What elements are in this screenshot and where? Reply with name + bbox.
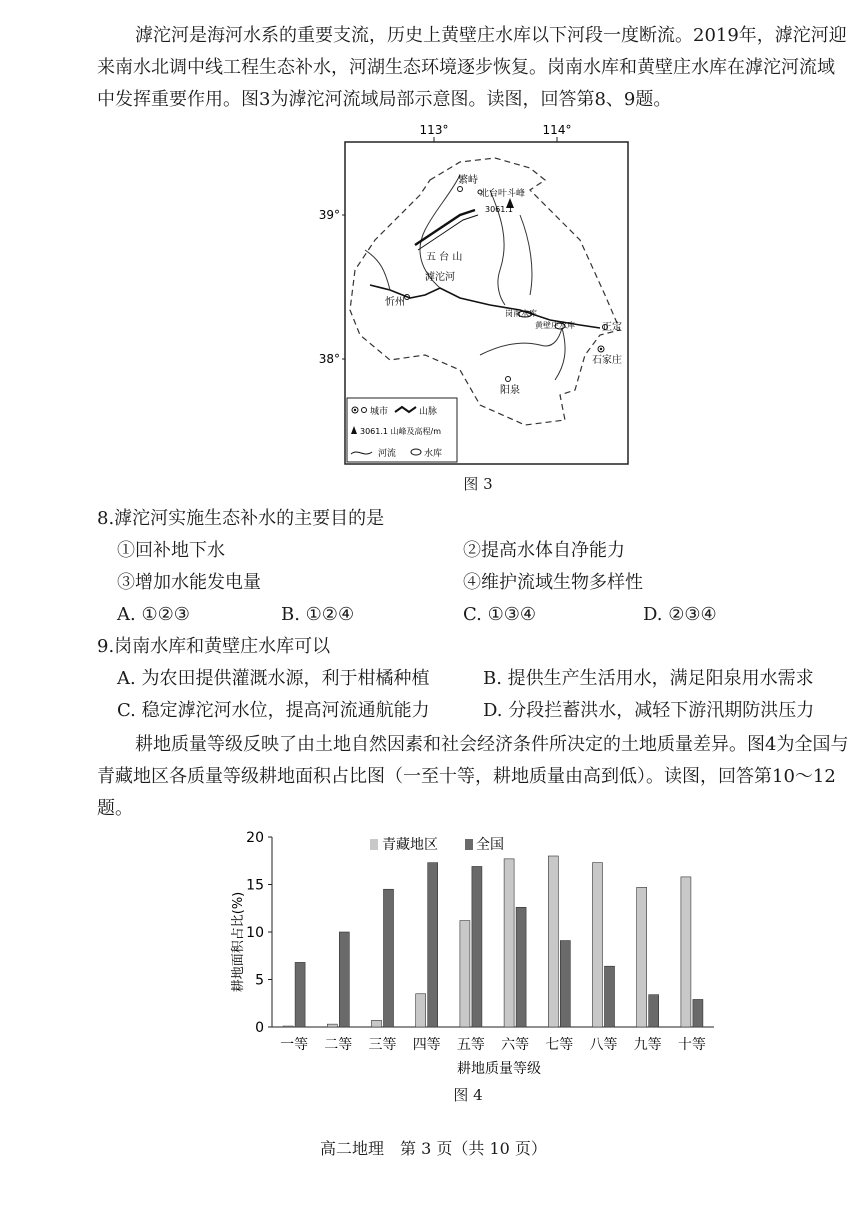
intro-paragraph-1: 滹沱河是海河水系的重要支流，历史上黄壁庄水库以下河段一度断流。2019年，滹沱河迎来南水北调中线工程生态补水，河湖生态环境逐步恢复。岗南水库和黄壁庄水库在滹沱河流域中发挥重要作用。图3为滹沱河流域局部示意图。读图，回答第8、9题。 — [97, 25, 847, 110]
y-tick-label: 5 — [255, 972, 264, 989]
bar-qingzang-7 — [548, 856, 558, 1027]
bar-national-8 — [605, 966, 615, 1027]
bar-qingzang-1 — [283, 1026, 293, 1027]
bar-national-9 — [649, 995, 659, 1027]
bar-national-1 — [295, 962, 305, 1027]
legend-peak: 3061.1 山峰及高程/m — [360, 427, 442, 436]
place-gangnan: 岗南水库 — [505, 309, 537, 318]
farmland-quality-bar-chart — [222, 825, 722, 1080]
y-tick-label: 10 — [246, 925, 264, 941]
place-river-name: 滹沱河 — [425, 272, 455, 283]
bar-qingzang-4 — [416, 994, 426, 1027]
y-tick-label: 0 — [255, 1020, 264, 1036]
y-tick-label: 20 — [246, 830, 264, 846]
map-caption: 图 3 — [463, 475, 493, 493]
x-tick-label: 七等 — [545, 1037, 574, 1053]
x-axis-label: 耕地质量等级 — [457, 1061, 541, 1077]
bar-national-3 — [384, 889, 394, 1027]
x-tick-label: 三等 — [368, 1037, 397, 1053]
lon-label-113: 113° — [419, 123, 449, 137]
legend-label-national: 全国 — [476, 837, 504, 853]
y-tick-label: 15 — [246, 877, 264, 894]
legend-river: 河流 — [378, 449, 397, 459]
q8-item-4: ④维护流域生物多样性 — [463, 572, 643, 593]
x-tick-label: 五等 — [456, 1037, 485, 1053]
y-axis-label: 耕地面积占比(%) — [231, 891, 246, 993]
bar-national-4 — [428, 863, 438, 1027]
bar-qingzang-5 — [460, 921, 470, 1027]
legend-reservoir: 水库 — [424, 449, 443, 459]
q9-option-a: A. 为农田提供灌溉水源，利于柑橘种植 — [117, 668, 430, 689]
bar-qingzang-8 — [593, 863, 603, 1027]
bar-qingzang-2 — [327, 1024, 337, 1027]
x-tick-label: 一等 — [280, 1037, 309, 1053]
chart-caption: 图 4 — [453, 1086, 483, 1104]
legend-swatch-national — [465, 839, 473, 850]
bar-national-6 — [516, 907, 526, 1027]
x-tick-label: 十等 — [677, 1037, 706, 1053]
q8-option-b: B. ①②④ — [281, 604, 355, 625]
bar-qingzang-9 — [637, 887, 647, 1027]
x-tick-label: 九等 — [633, 1037, 662, 1053]
legend-swatch-qingzang — [370, 839, 378, 850]
bar-qingzang-10 — [681, 877, 691, 1027]
legend-city: 城市 — [370, 407, 389, 417]
x-tick-label: 六等 — [501, 1037, 530, 1053]
legend-label-qingzang: 青藏地区 — [382, 837, 438, 853]
page-footer: 高二地理 第 3 页（共 10 页） — [320, 1139, 547, 1158]
bar-national-7 — [560, 941, 570, 1027]
lat-label-38: 38° — [318, 352, 340, 366]
lat-label-39: 39° — [318, 208, 340, 222]
x-tick-label: 四等 — [412, 1037, 441, 1053]
q8-item-3: ③增加水能发电量 — [117, 572, 261, 593]
river-basin-map — [318, 120, 650, 470]
q8-item-1: ①回补地下水 — [117, 540, 225, 561]
chart-legend — [370, 836, 504, 853]
bar-national-2 — [339, 932, 349, 1027]
bar-qingzang-6 — [504, 859, 514, 1027]
q8-option-d: D. ②③④ — [643, 604, 717, 625]
legend-mountain: 山脉 — [419, 407, 438, 417]
q9-option-c: C. 稳定滹沱河水位，提高河流通航能力 — [117, 700, 430, 721]
place-yangquan: 阳泉 — [500, 385, 520, 396]
x-tick-label: 八等 — [589, 1037, 618, 1053]
q8-item-2: ②提高水体自净能力 — [463, 540, 625, 561]
place-fanzhi: 繁峙 — [458, 175, 478, 186]
bar-national-10 — [693, 999, 703, 1027]
q8-option-a: A. ①②③ — [117, 604, 190, 625]
x-tick-label: 二等 — [324, 1037, 353, 1053]
q8-stem: 8.滹沱河实施生态补水的主要目的是 — [97, 508, 385, 529]
place-beitai: 北台叶斗峰 — [480, 189, 526, 199]
q9-option-d: D. 分段拦蓄洪水，减轻下游汛期防洪压力 — [483, 700, 815, 721]
q9-option-b: B. 提供生产生活用水，满足阳泉用水需求 — [483, 668, 814, 689]
bar-national-5 — [472, 866, 482, 1027]
peak-label: 3061.1 — [485, 205, 513, 214]
map-legend — [347, 398, 457, 462]
q8-option-c: C. ①③④ — [463, 604, 536, 625]
place-huangbi: 黄壁庄水库 — [535, 321, 575, 330]
place-zhengding: 正定 — [602, 322, 622, 333]
place-shijiazhuang: 石家庄 — [592, 355, 622, 366]
place-xinzhou: 忻州 — [385, 297, 405, 308]
bar-qingzang-3 — [372, 1020, 382, 1027]
place-wutai-mountain: 五 台 山 — [426, 252, 463, 263]
intro-paragraph-2: 耕地质量等级反映了由土地自然因素和社会经济条件所决定的土地质量差异。图4为全国与青藏地区各质量等级耕地面积占比图（一至十等，耕地质量由高到低）。读图，回答第10～12题。 — [97, 734, 849, 819]
q9-stem: 9.岗南水库和黄壁庄水库可以 — [97, 636, 331, 657]
lon-label-114: 114° — [542, 123, 572, 137]
